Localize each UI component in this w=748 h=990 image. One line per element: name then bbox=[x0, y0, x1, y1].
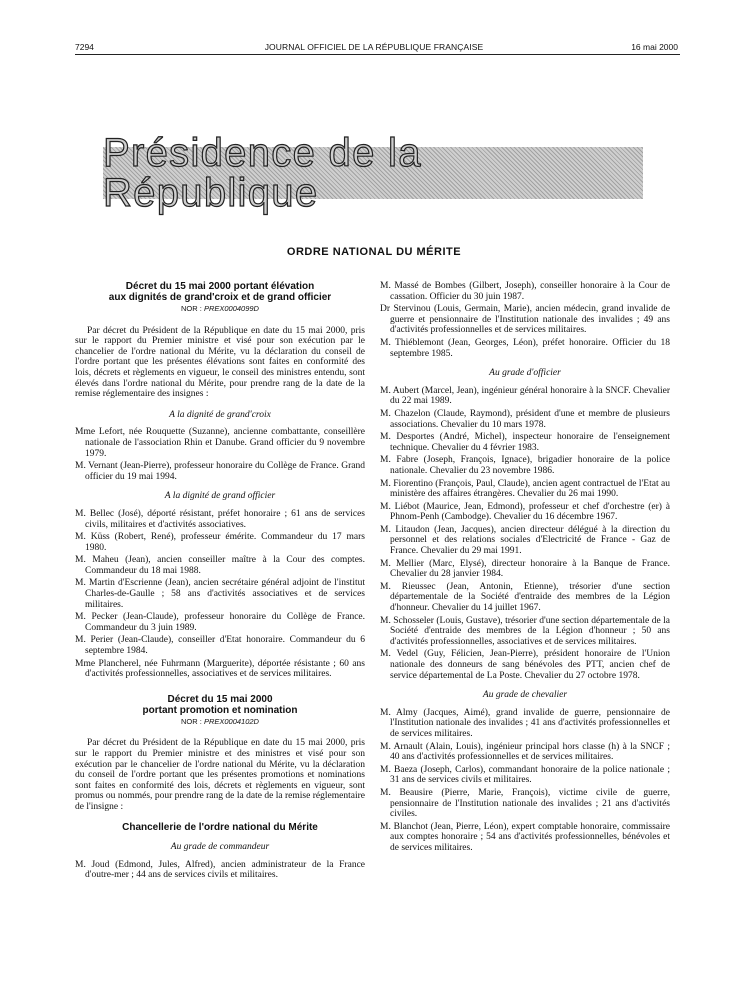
right-column bbox=[380, 281, 670, 856]
list-item: M. Blanchot (Jean, Pierre, Léon), expert comptable honoraire, commissaire aux comptes honoraire ; 54 ans d'activités professionnelles, bénévoles et de services militaires. bbox=[380, 821, 670, 853]
list-item: M. Schosseler (Louis, Gustave), trésorier d'une section départementale de la Société d'entraide des membres de la Légion d'honneur ; 50 ans d'activités professionnelles, associatives et de services militaires. bbox=[380, 615, 670, 647]
page-header bbox=[0, 40, 748, 54]
grand-officier-heading: A la dignité de grand officier bbox=[164, 491, 276, 502]
list-item: M. Aubert (Marcel, Jean), ingénieur général honoraire à la SNCF. Chevalier du 22 mai 1989. bbox=[380, 385, 670, 407]
decree2-title-line2: portant promotion et nomination bbox=[142, 704, 298, 716]
list-item: M. Perier (Jean-Claude), conseiller d'Etat honoraire. Commandeur du 6 septembre 1984. bbox=[75, 635, 365, 657]
list-item: M. Massé de Bombes (Gilbert, Joseph), conseiller honoraire à la Cour de cassation. Officier du 30 juin 1987. bbox=[380, 281, 670, 302]
list-item: Mme Lefort, née Rouquette (Suzanne), ancienne combattante, conseillère nationale de l'association Rhin et Danube. Grand officier du 9 novembre 1979. bbox=[75, 427, 365, 459]
list-item: M. Litaudon (Jean, Jacques), ancien directeur délégué à la direction du personnel et des relations sociales d'Electricité de France - Gaz de France. Chevalier du 29 mai 1991. bbox=[380, 524, 670, 557]
decree1-nor bbox=[75, 304, 365, 315]
left-column bbox=[75, 281, 365, 883]
list-item: M. Martin d'Escrienne (Jean), ancien secrétaire général adjoint de l'institut Charles-de-Gaulle ; 58 ans d'activités associatives et de services militaires. bbox=[75, 578, 365, 610]
list-item: M. Fiorentino (François, Paul, Claude), ancien agent contractuel de l'Etat au ministère des affaires étrangères. Chevalier du 26 mai 1990. bbox=[380, 478, 670, 500]
nor-code: PREX0004102D bbox=[203, 716, 259, 726]
decree2-intro: Par décret du Président de la République en date du 15 mai 2000, pris sur le rapport du Premier ministre et des ministres et visé pour son exécution par le chancelier de l'ordre national du Mérite, vu la déclaration du conseil de l'ordre portant que les présentes promotions et nominations sont faites en conformité des lois, décrets et règlements en vigueur, sont promus ou nommés, pour prendre rang de la date de la remise réglementaire de l'insigne : bbox=[75, 738, 365, 812]
list-item: M. Vernant (Jean-Pierre), professeur honoraire du Collège de France. Grand officier du 19 mai 1994. bbox=[75, 461, 365, 482]
presidence-banner bbox=[103, 131, 643, 215]
list-item: M. Maheu (Jean), ancien conseiller maître à la Cour des comptes. Commandeur du 18 mai 1988. bbox=[75, 555, 365, 576]
chevalier-heading: Au grade de chevalier bbox=[482, 690, 568, 701]
chancellerie-heading: Chancellerie de l'ordre national du Mérite bbox=[122, 821, 318, 833]
decree2-nor bbox=[75, 717, 365, 728]
nor-code: PREX0004099D bbox=[203, 304, 259, 313]
list-item: Dr Stervinou (Louis, Germain, Marie), ancien médecin, grand invalide de guerre et pensionnaire de l'Institution nationale des invalides ; 49 ans d'activités professionnelles et de services militaires. bbox=[380, 304, 670, 336]
list-item: Mme Plancherel, née Fuhrmann (Marguerite), déportée résistante ; 60 ans d'activités professionnelles, associatives et de services militaires. bbox=[75, 658, 365, 680]
banner-title: Présidence de la République bbox=[103, 131, 422, 215]
journal-title: JOURNAL OFFICIEL DE LA RÉPUBLIQUE FRANÇAISE bbox=[264, 42, 484, 52]
decree1-intro: Par décret du Président de la République en date du 15 mai 2000, pris sur le rapport du Premier ministre et visé pour son exécution par le chancelier de l'ordre national du Mérite, vu la déclaration du conseil de l'ordre portant que les présentes élévations sont faites en conformité des lois, décrets et règlements en vigueur, le conseil des ministres entendu, sont élevés dans l'ordre national du Mérite, pour prendre rang de la date de la remise réglementaire des insignes : bbox=[75, 325, 365, 400]
list-item: M. Vedel (Guy, Félicien, Jean-Pierre), président honoraire de l'Union nationale des donneurs de sang bénévoles des PTT, ancien chef de service départemental de La Poste. Chevalier du 27 octobre 1978. bbox=[380, 649, 670, 681]
list-item: M. Arnault (Alain, Louis), ingénieur principal hors classe (h) à la SNCF ; 40 ans d'activités professionnelles et de services militaires. bbox=[380, 741, 670, 763]
list-item: M. Küss (Robert, René), professeur émérite. Commandeur du 17 mars 1980. bbox=[75, 532, 365, 553]
nor-label: NOR : bbox=[181, 716, 202, 726]
list-item: M. Baeza (Joseph, Carlos), commandant honoraire de la police nationale ; 31 ans de services civils et militaires. bbox=[380, 764, 670, 786]
decree1-title-line1: Décret du 15 mai 2000 portant élévation bbox=[125, 281, 315, 292]
list-item: M. Rieussec (Jean, Antonin, Etienne), trésorier d'une section départementale de la Société d'entraide des membres de la Légion d'honneur. Chevalier du 14 juillet 1967. bbox=[380, 581, 670, 614]
list-item: M. Pecker (Jean-Claude), professeur honoraire du Collège de France. Commandeur du 3 juin 1989. bbox=[75, 612, 365, 633]
nor-label: NOR : bbox=[181, 304, 202, 313]
page-number: 7294 bbox=[75, 42, 94, 52]
list-item: M. Chazelon (Claude, Raymond), président d'une et membre de plusieurs associations. Chevalier du 10 mars 1978. bbox=[380, 408, 670, 430]
list-item: M. Desportes (André, Michel), inspecteur honoraire de l'enseignement technique. Chevalier du 4 février 1983. bbox=[380, 432, 670, 453]
list-item: M. Mellier (Marc, Elysé), directeur honoraire à la Banque de France. Chevalier du 28 janvier 1984. bbox=[380, 558, 670, 580]
section-title: ORDRE NATIONAL DU MÉRITE bbox=[286, 246, 462, 258]
list-item: M. Bellec (José), déporté résistant, préfet honoraire ; 61 ans de services civils, militaires et d'activités associatives. bbox=[75, 508, 365, 530]
list-item: M. Liébot (Maurice, Jean, Edmond), professeur et chef d'orchestre (er) à Phnom-Penh (Cambodge). Chevalier du 16 décembre 1967. bbox=[380, 501, 670, 523]
list-item: M. Beausire (Pierre, Marie, François), victime civile de guerre, pensionnaire de l'Institution nationale des invalides ; 21 ans d'activités civiles. bbox=[380, 787, 670, 820]
decree2-title-line1: Décret du 15 mai 2000 bbox=[167, 693, 273, 705]
officier-heading: Au grade d'officier bbox=[489, 368, 561, 379]
decree1-title-line2: aux dignités de grand'croix et de grand officier bbox=[108, 292, 332, 303]
publication-date: 16 mai 2000 bbox=[631, 42, 678, 52]
list-item: M. Almy (Jacques, Aimé), grand invalide de guerre, pensionnaire de l'Institution nationale des invalides ; 41 ans d'activités professionnelles et de services militaires. bbox=[380, 707, 670, 739]
list-item: M. Thiéblemont (Jean, Georges, Léon), préfet honoraire. Officier du 18 septembre 1985. bbox=[380, 337, 670, 359]
header-rule bbox=[75, 54, 680, 55]
list-item: M. Joud (Edmond, Jules, Alfred), ancien administrateur de la France d'outre-mer ; 44 ans de services civils et militaires. bbox=[75, 859, 365, 881]
list-item: M. Fabre (Joseph, François, Ignace), brigadier honoraire de la police nationale. Chevalier du 23 novembre 1986. bbox=[380, 455, 670, 476]
commandeur-heading: Au grade de commandeur bbox=[170, 842, 270, 853]
grand-croix-heading: A la dignité de grand'croix bbox=[169, 409, 271, 420]
